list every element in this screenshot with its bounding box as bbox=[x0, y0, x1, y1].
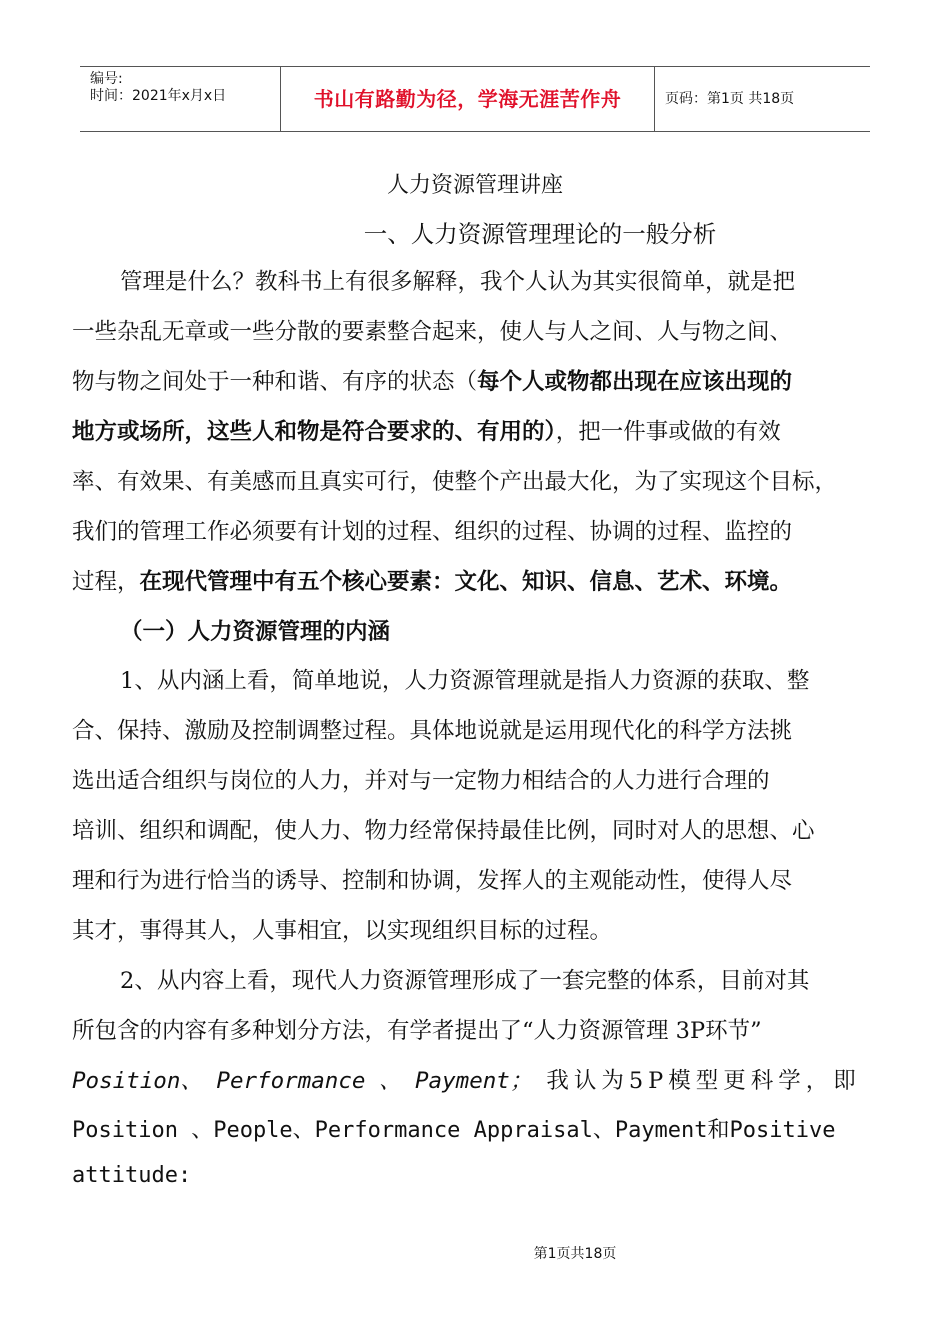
paragraph-line: 率、有效果、有美感而且真实可行，使整个产出最大化，为了实现这个目标， bbox=[72, 469, 838, 495]
text-segment: ，把一件事或做的有效 bbox=[555, 419, 781, 445]
paragraph-line bbox=[72, 414, 878, 446]
paragraph-line bbox=[72, 1063, 878, 1095]
text-segment: 物与物之间处于一种和谐、有序的状态（ bbox=[72, 369, 478, 395]
section-heading: 一、人力资源管理理论的一般分析 bbox=[363, 220, 717, 248]
paragraph-line: 我们的管理工作必须要有计划的过程、组织的过程、协调的过程、监控的 bbox=[72, 519, 793, 545]
paragraph-line: 培训、组织和调配，使人力、物力经常保持最佳比例，同时对人的思想、心 bbox=[72, 818, 815, 844]
page-footer: 第1页共18页 bbox=[533, 1246, 617, 1262]
paragraph-line: 理和行为进行恰当的诱导、控制和协调，发挥人的主观能动性，使得人尽 bbox=[72, 868, 793, 894]
code-label: 编号: bbox=[90, 71, 123, 87]
paragraph-line: 所包含的内容有多种划分方法，有学者提出了“人力资源管理 3P环节” bbox=[72, 1018, 762, 1044]
paragraph-line bbox=[72, 364, 878, 396]
italic-segment: Position、 Performance 、 Payment； bbox=[72, 1068, 533, 1094]
bold-segment: 每个人或物都出现在应该出现的 bbox=[477, 369, 793, 395]
paragraph-line: 一些杂乱无章或一些分散的要素整合起来，使人与人之间、人与物之间、 bbox=[72, 319, 793, 345]
header-meta-cell bbox=[80, 67, 281, 131]
paragraph-line: 合、保持、激励及控制调整过程。具体地说就是运用现代化的科学方法挑 bbox=[72, 718, 793, 744]
bold-segment: 在现代管理中有五个核心要素：文化、知识、信息、艺术、环境。 bbox=[139, 569, 793, 595]
paragraph-line: 其才，事得其人，人事相宜，以实现组织目标的过程。 bbox=[72, 918, 613, 944]
sub-heading: （一）人力资源管理的内涵 bbox=[120, 619, 391, 645]
paragraph-line: 2、从内容上看，现代人力资源管理形成了一套完整的体系，目前对其 bbox=[120, 968, 810, 994]
paragraph-line: 管理是什么？教科书上有很多解释，我个人认为其实很简单，就是把 bbox=[120, 269, 796, 295]
text-segment: 过程， bbox=[72, 569, 140, 595]
document-header bbox=[80, 66, 870, 132]
paragraph-line bbox=[72, 564, 878, 596]
paragraph-line: Position 、People、Performance Appraisal、Payment和Positive bbox=[72, 1118, 836, 1143]
header-motto: 书山有路勤为径，学海无涯苦作舟 bbox=[281, 67, 655, 131]
text-segment: 我认为5P模型更科学，即 bbox=[546, 1068, 861, 1094]
header-page-label: 页码：第1页 共18页 bbox=[665, 91, 795, 107]
document-title: 人力资源管理讲座 bbox=[386, 173, 563, 198]
time-label: 时间：2021年x月x日 bbox=[90, 88, 227, 104]
paragraph-line: 选出适合组织与岗位的人力，并对与一定物力相结合的人力进行合理的 bbox=[72, 768, 770, 794]
paragraph-line: attitude: bbox=[72, 1163, 192, 1188]
bold-segment: 地方或场所，这些人和物是符合要求的、有用的） bbox=[72, 419, 556, 445]
paragraph-line: 1、从内涵上看，简单地说，人力资源管理就是指人力资源的获取、整 bbox=[120, 668, 810, 694]
